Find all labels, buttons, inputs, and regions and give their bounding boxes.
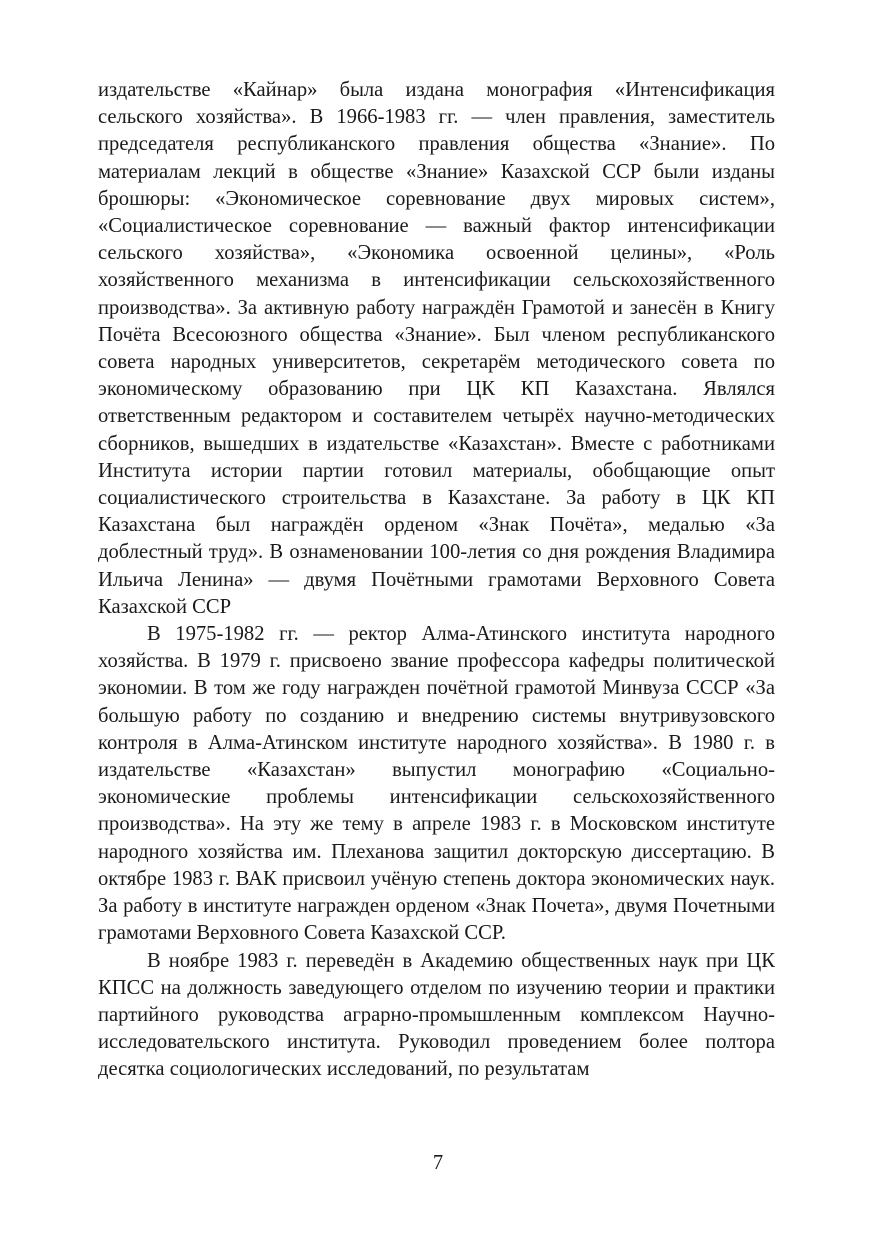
body-text <box>98 77 775 1084</box>
paragraph-rector-period: В 1975-1982 гг. — ректор Алма-Атинского института народного хозяйства. В 1979 г. присвоено звание профессора кафедры политической экономии. В том же году награжден почётной грамотой Минвуза СССР «За большую работу по созданию и внедрению системы внутривузовского контроля в Алма-Атинском институте народного хозяйства». В 1980 г. в издательстве «Казахстан» выпустил монографию «Социально-экономические проблемы интенсификации сельскохозяйственного производства». На эту же тему в апреле 1983 г. в Московском институте народного хозяйства им. Плеханова защитил докторскую диссертацию. В октябре 1983 г. ВАК присвоил учёную степень доктора экономических наук. За работу в институте награжден орденом «Знак Почета», двумя Почетными грамотами Верховного Совета Казахской ССР. <box>98 623 775 945</box>
paragraph-academy-period: В ноябре 1983 г. переведён в Академию общественных наук при ЦК КПСС на должность заведующего отделом по изучению теории и практики партийного руководства аграрно-промышленным комплексом Научно-исследовательского института. Руководил проведением более полтора десятка социологических исследований, по результатам <box>98 949 775 1081</box>
paragraph-continuation: издательстве «Кайнар» была издана монография «Интенсификация сельского хозяйства». В 1966-1983 гг. — член правления, заместитель председателя республиканского правления общества «Знание». По материалам лекций в обществе «Знание» Казахской ССР были изданы брошюры: «Экономическое соревнование двух мировых систем», «Социалистическое соревнование — важный фактор интенсификации сельского хозяйства», «Экономика освоенной целины», «Роль хозяйственного механизма в интенсификации сельскохозяйственного производства». За активную работу награждён Грамотой и занесён в Книгу Почёта Всесоюзного общества «Знание». Был членом республиканского совета народных университетов, секретарём методического совета по экономическому образованию при ЦК КП Казахстана. Являлся ответственным редактором и составителем четырёх научно-методических сборников, вышедших в издательстве «Казахстан». Вместе с работниками Института истории партии готовил материалы, обобщающие опыт социалистического строительства в Казахстане. За работу в ЦК КП Казахстана был награждён орденом «Знак Почёта», медалью «За доблестный труд». В ознаменовании 100-летия со дня рождения Владимира Ильича Ленина» — двумя Почётными грамотами Верховного Совета Казахской ССР <box>98 79 775 618</box>
page-number: 7 <box>432 1152 444 1174</box>
